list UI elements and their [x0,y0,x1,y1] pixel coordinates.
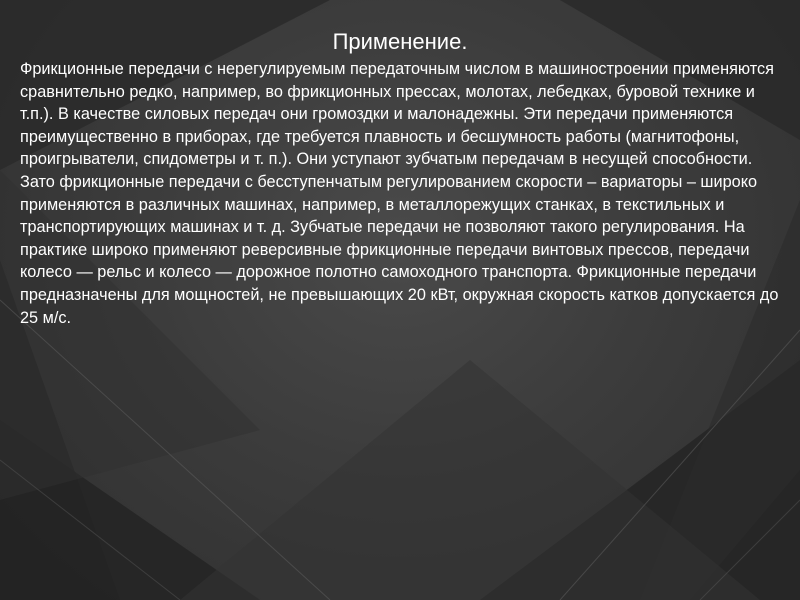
slide-title: Применение. [332,29,468,54]
slide-body-text: Фрикционные передачи с нерегулируемым передаточным числом в машиностроении применяются сравнительно редко, например, во фрикционных прессах, молотах, лебедках, буровой технике и т.п.). В качестве силовых передач они громоздки и малонадежны. Эти передачи применяются преимущественно в приборах, где требуется плавность и бесшумность работы (магнитофоны, проигрыватели, спидометры и т. п.). Они уступают зубчатым передачам в несущей способности. Зато фрикционные передачи с бесступенчатым регулированием скорости – вариаторы – широко применяются в различных машинах, например, в металлорежущих станках, в текстильных и транспортирующих машинах и т. д. Зубчатые передачи не позволяют такого регулирования. На практике широко применяют реверсивные фрикционные передачи винтовых прессов, передачи колесо — рельс и колесо — дорожное полотно самоходного транспорта. Фрикционные передачи предназначены для мощностей, не превышающих 20 кВт, окружная скорость катков допускается до 25 м/с. [20,60,779,327]
